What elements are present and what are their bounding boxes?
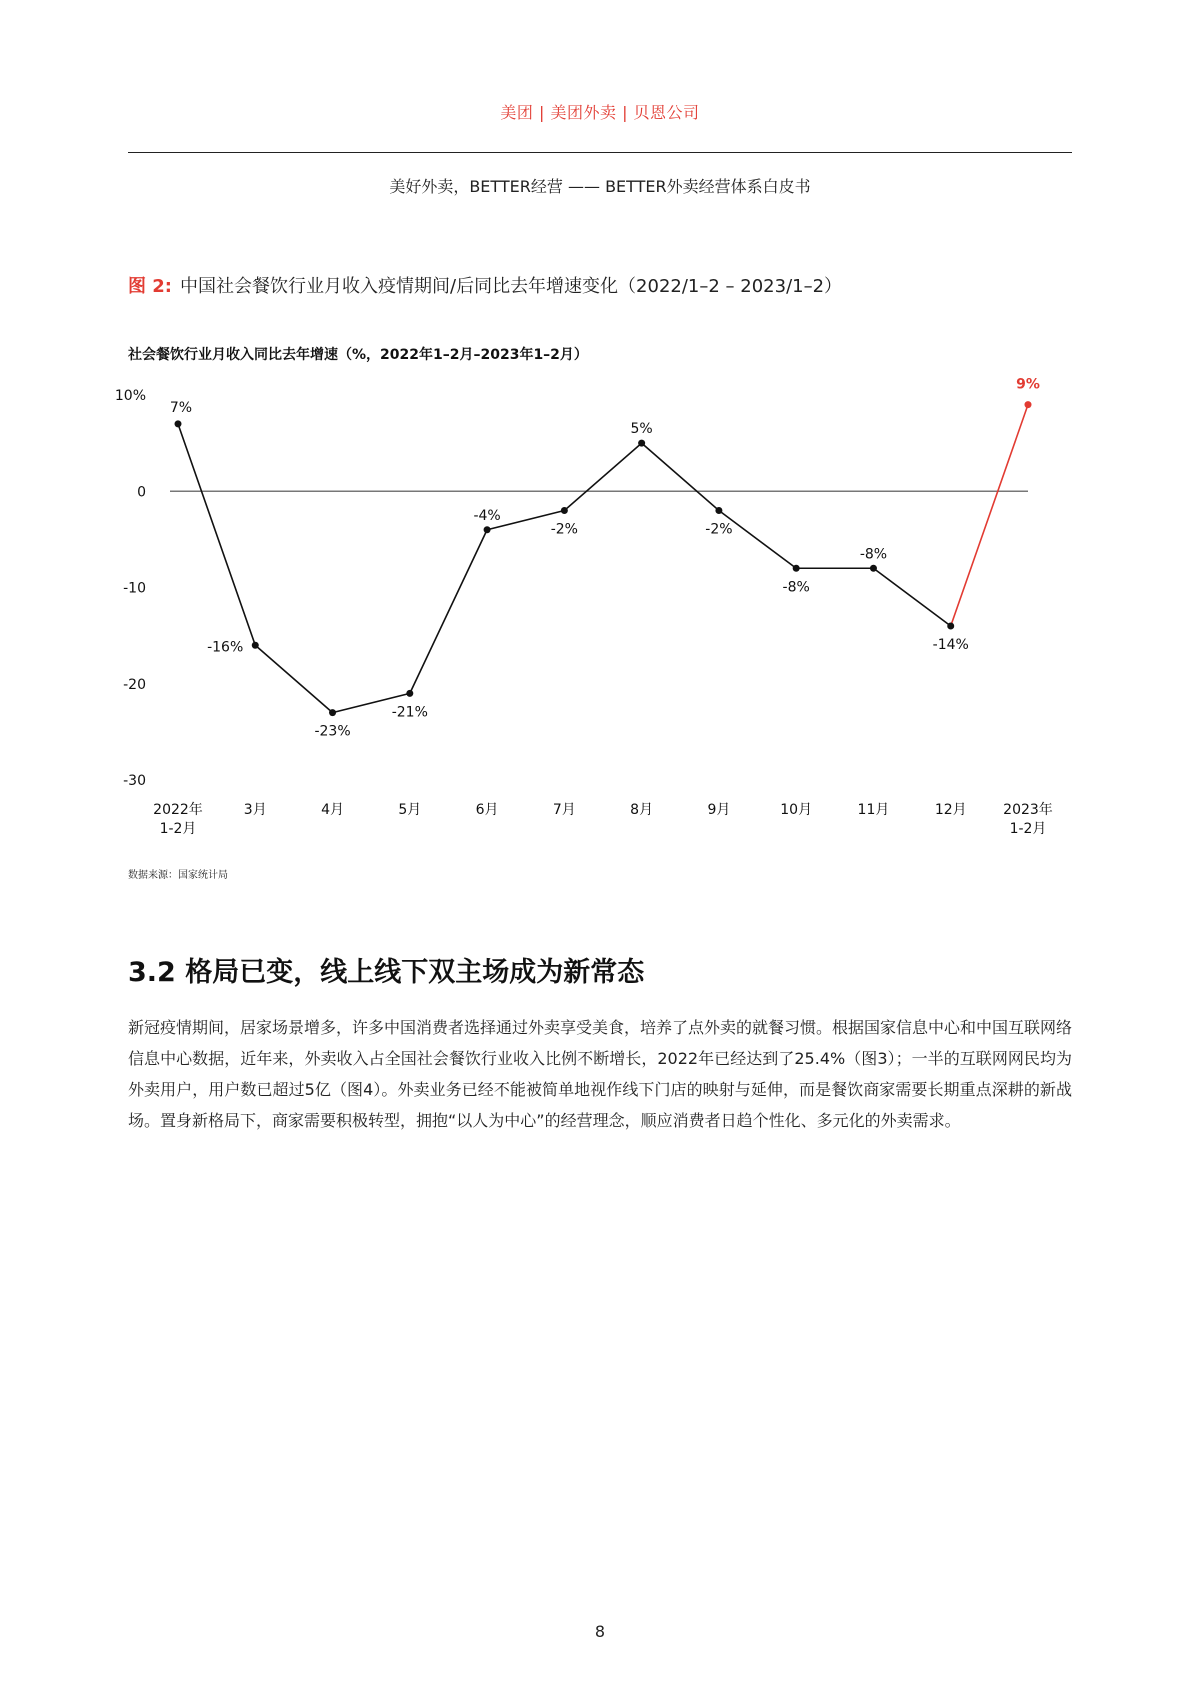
header-brand: 美团 | 美团外卖 | 贝恩公司 [500,103,700,122]
data-point [406,690,413,697]
y-tick-label: -30 [123,773,146,789]
y-axis [115,388,146,789]
data-point [484,526,491,533]
x-tick-label: 6月 [475,802,499,818]
x-tick-label: 11月 [857,802,890,818]
data-label: -8% [859,546,888,563]
data-label: -2% [550,521,578,538]
x-tick-label: 12月 [934,802,967,818]
x-tick-label: 8月 [630,802,654,818]
data-label: 9% [1016,376,1040,393]
line-segment [410,530,487,694]
header-divider [128,152,1072,153]
x-tick-label: 9月 [707,802,731,818]
x-tick-label: 2023年 [1003,802,1053,818]
section-heading: 3.2 格局已变，线上线下双主场成为新常态 [128,957,645,988]
x-tick-label: 2022年 [153,802,203,818]
x-tick-label: 1-2月 [159,821,197,837]
line-segment [719,511,796,569]
data-point [561,507,568,514]
y-tick-label: -20 [123,676,146,693]
figure-caption [128,272,842,298]
data-point [793,565,800,572]
x-tick-label: 4月 [321,802,345,818]
data-label: -8% [782,579,810,596]
data-label: -21% [391,704,428,721]
data-label: -2% [705,521,733,538]
line-segment [642,443,719,510]
data-point [252,642,259,649]
line-segment [951,405,1028,626]
data-label: 5% [630,421,653,438]
figure-label: 图 2: [128,276,172,297]
x-tick-label: 7月 [552,802,576,818]
data-label: -4% [473,507,501,524]
header-subtitle: 美好外卖，BETTER经营 —— BETTER外卖经营体系白皮书 [389,177,811,196]
x-tick-label: 5月 [398,802,422,818]
section-paragraph: 新冠疫情期间，居家场景增多，许多中国消费者选择通过外卖享受美食，培养了点外卖的就餐习惯。根据国家信息中心和中国互联网络信息中心数据，近年来，外卖收入占全国社会餐饮行业收入比例不断增长，2022年已经达到了25.4%（图3）；一半的互联网网民均为外卖用户，用户数已超过5亿（图4）。外卖业务已经不能被简单地视作线下门店的映射与延伸，而是餐饮商家需要长期重点深耕的新战场。置身新格局下，商家需要积极转型，拥抱“以人为中心”的经营理念，顺应消费者日趋个性化、多元化的外卖需求。 [128,1018,1073,1130]
data-label: -23% [314,723,351,740]
data-point [947,623,954,630]
y-tick-label: -10 [123,580,146,597]
figure-source: 数据来源：国家统计局 [128,870,228,881]
series-line [178,405,1028,713]
line-segment [178,424,255,645]
line-segment [255,645,332,712]
data-point [1025,401,1032,408]
line-chart [114,370,1078,860]
y-tick-label: 0 [137,484,146,501]
data-point [715,507,722,514]
x-tick-label: 10月 [780,802,813,818]
data-point [870,565,877,572]
line-segment [564,443,641,510]
x-tick-label: 3月 [243,802,267,818]
page-number: 8 [594,1622,606,1641]
chart-title: 社会餐饮行业月收入同比去年增速（%，2022年1–2月–2023年1–2月） [128,347,588,363]
figure-caption-text: 中国社会餐饮行业月收入疫情期间/后同比去年增速变化（2022/1–2 – 2023/1–2） [180,276,843,297]
data-points [175,401,1032,716]
x-axis [153,801,1053,837]
line-segment [873,568,950,626]
data-point [175,420,182,427]
data-label: -16% [207,639,244,656]
data-label: 7% [169,399,193,416]
data-label: -14% [932,637,969,653]
data-point [638,440,645,447]
y-tick-label: 10% [114,388,146,404]
data-point [329,709,336,716]
x-tick-label: 1-2月 [1009,821,1047,837]
